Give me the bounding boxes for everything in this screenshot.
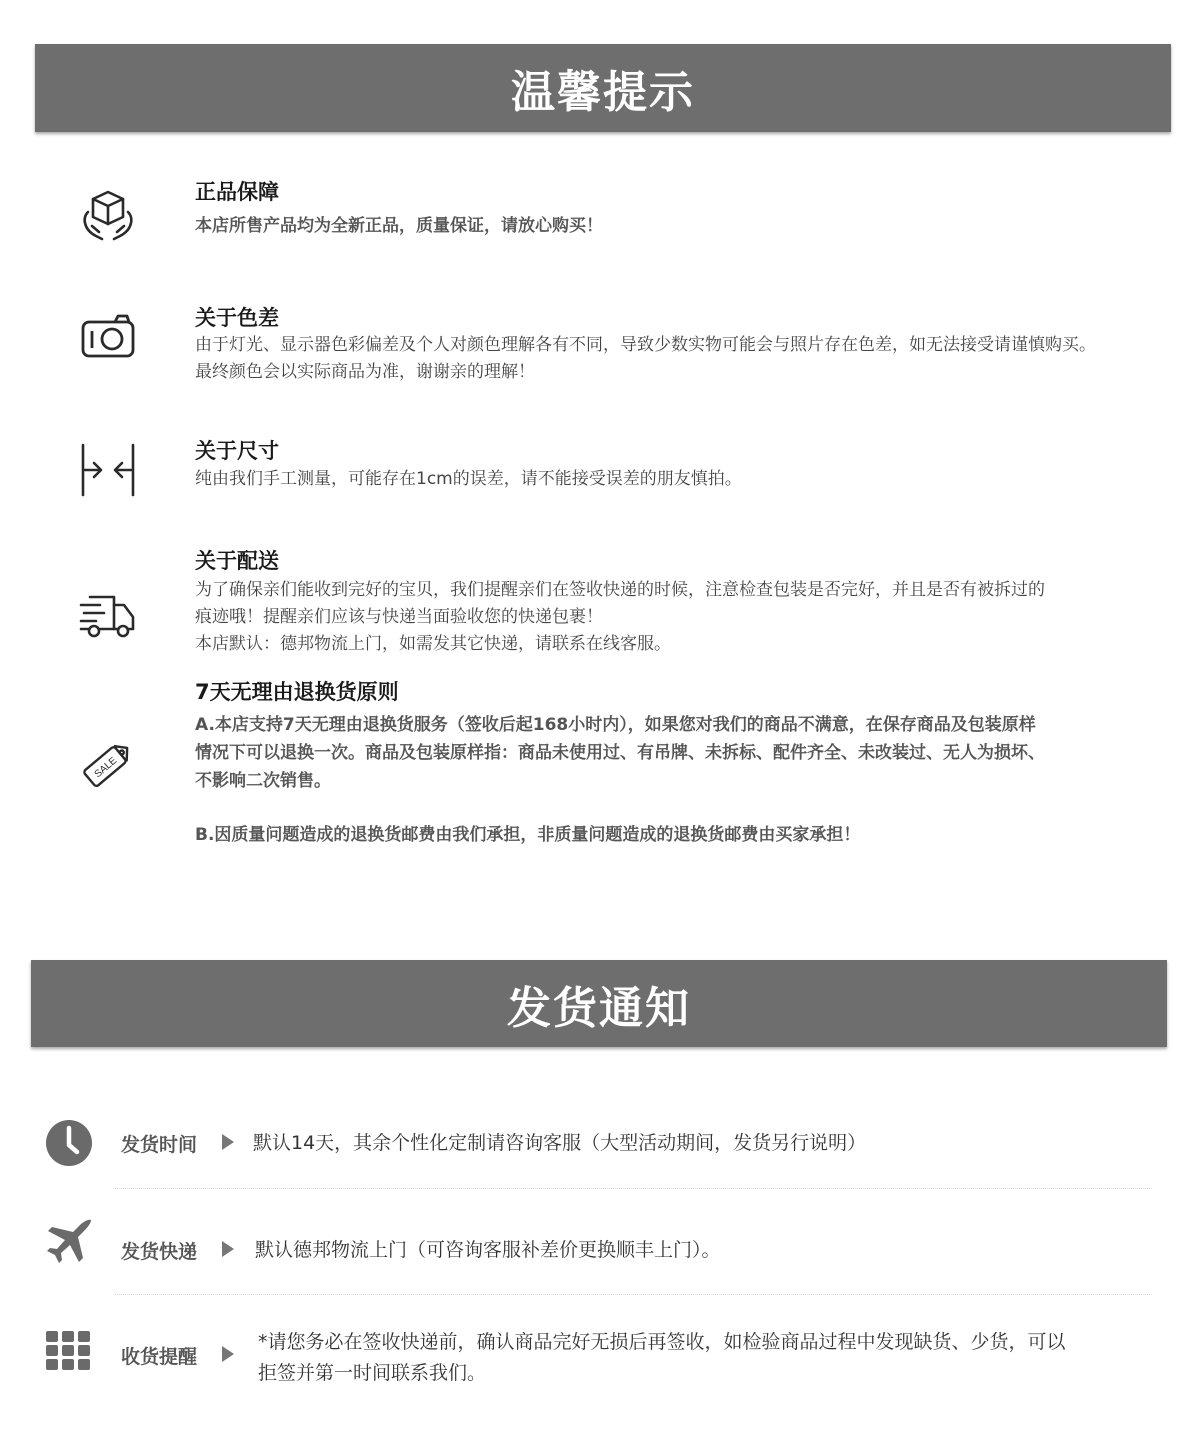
tip-title-return: 7天无理由退换货原则 (195, 680, 399, 704)
arrow-right-icon (222, 1241, 234, 1257)
camera-icon (78, 308, 138, 368)
tip-text-return-4: B.因质量问题造成的退换货邮费由我们承担，非质量问题造成的退换货邮费由买家承担！ (195, 825, 861, 845)
arrow-right-icon (222, 1346, 234, 1362)
airplane-icon (44, 1218, 94, 1268)
tip-text-authentic: 本店所售产品均为全新正品，质量保证，请放心购买！ (195, 216, 603, 236)
ship-text-time: 默认14天，其余个性化定制请咨询客服（大型活动期间，发货另行说明） (253, 1132, 867, 1154)
tip-text-delivery-3: 本店默认：德邦物流上门，如需发其它快递，请联系在线客服。 (195, 634, 671, 654)
sale-tag-icon (78, 734, 138, 794)
tip-title-delivery: 关于配送 (195, 549, 279, 573)
divider (115, 1188, 1152, 1189)
tip-text-color-2: 最终颜色会以实际商品为准，谢谢亲的理解！ (195, 362, 535, 382)
tip-text-delivery-1: 为了确保亲们能收到完好的宝贝，我们提醒亲们在签收快递的时候，注意检查包装是否完好，并且是否有被拆过的 (195, 580, 1045, 600)
shipping-notice-title: 发货通知 (507, 982, 691, 1034)
tip-title-size: 关于尺寸 (195, 439, 279, 463)
clock-icon (44, 1118, 94, 1168)
ship-label-time: 发货时间 (121, 1134, 198, 1156)
measure-arrows-icon (78, 440, 138, 500)
warm-tips-title: 温馨提示 (511, 67, 695, 118)
delivery-truck-icon (78, 587, 138, 647)
warm-tips-banner (35, 44, 1171, 132)
tip-text-return-3: 不影响二次销售。 (195, 771, 331, 791)
ship-label-receipt: 收货提醒 (121, 1346, 198, 1368)
ship-label-express: 发货快递 (121, 1241, 198, 1263)
ship-text-receipt-2: 拒签并第一时间联系我们。 (258, 1362, 487, 1384)
tip-text-size: 纯由我们手工测量，可能存在1cm的误差，请不能接受误差的朋友慎拍。 (195, 469, 742, 489)
tip-text-color-1: 由于灯光、显示器色彩偏差及个人对颜色理解各有不同，导致少数实物可能会与照片存在色差，如无法接受请谨慎购买。 (195, 335, 1096, 355)
tip-text-return-1: A.本店支持7天无理由退换货服务（签收后起168小时内），如果您对我们的商品不满意，在保存商品及包装原样 (195, 715, 1036, 735)
arrow-right-icon (222, 1134, 234, 1150)
grid-icon (44, 1330, 94, 1372)
tip-title-authentic: 正品保障 (195, 180, 279, 204)
sale-tag-text: SALE (92, 755, 120, 781)
ship-text-express: 默认德邦物流上门（可咨询客服补差价更换顺丰上门）。 (255, 1239, 721, 1261)
tip-title-color: 关于色差 (195, 306, 279, 330)
ship-text-receipt-1: *请您务必在签收快递前，确认商品完好无损后再签收，如检验商品过程中发现缺货、少货，可以 (258, 1331, 1066, 1353)
divider (115, 1294, 1152, 1295)
shipping-notice-banner (31, 960, 1167, 1047)
box-hands-icon (78, 186, 138, 246)
tip-text-return-2: 情况下可以退换一次。商品及包装原样指：商品未使用过、有吊牌、未拆标、配件齐全、未改装过、无人为损坏、 (195, 743, 1045, 763)
tip-text-delivery-2: 痕迹哦！提醒亲们应该与快递当面验收您的快递包裹！ (195, 607, 603, 627)
